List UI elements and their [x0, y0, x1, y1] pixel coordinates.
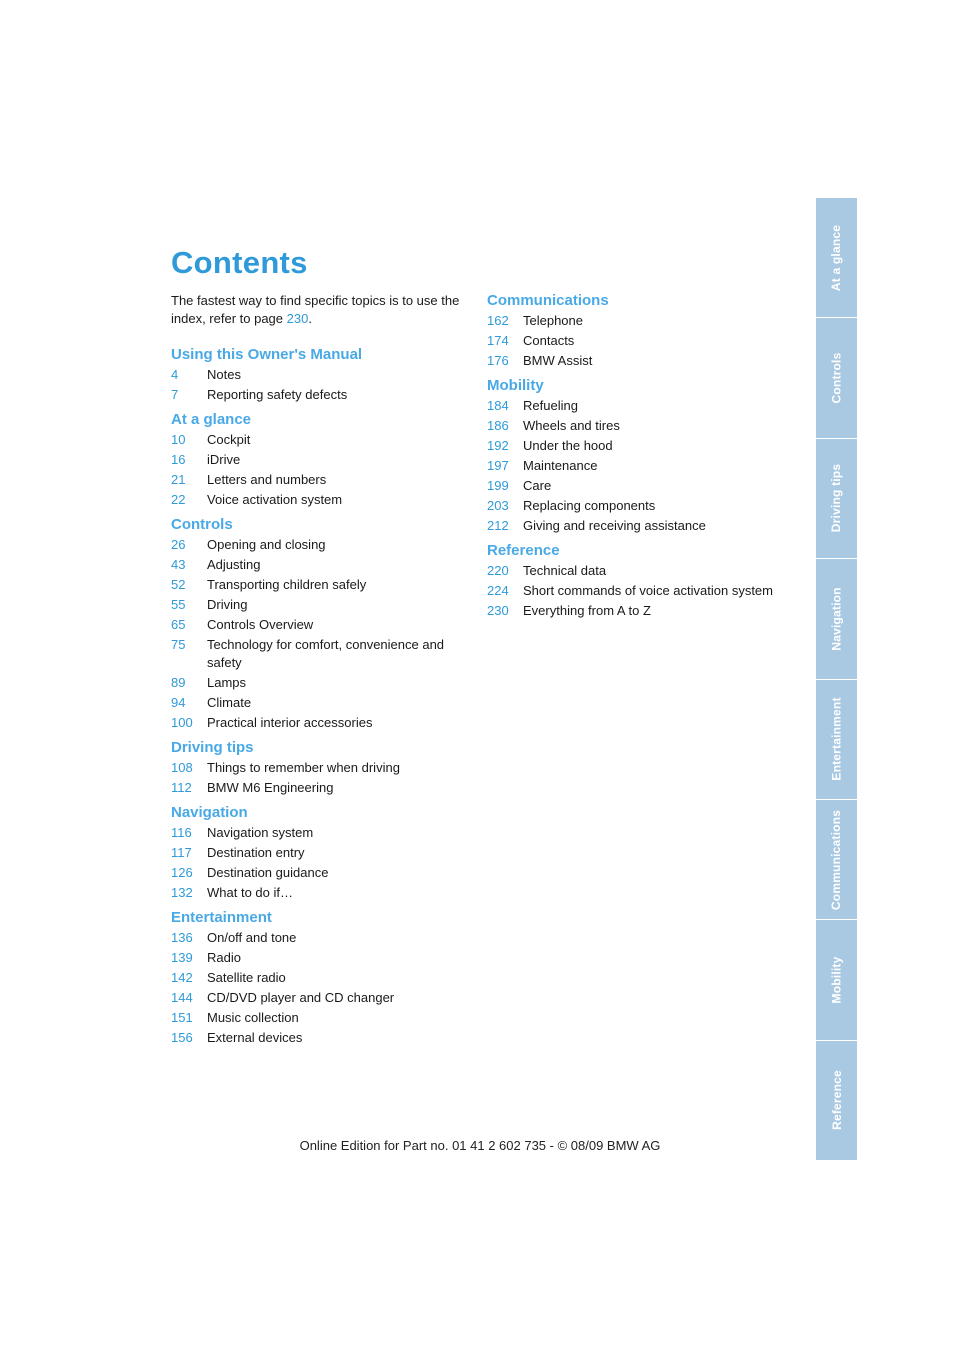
toc-entry[interactable]	[487, 562, 787, 580]
toc-page-number[interactable]: 132	[171, 885, 193, 900]
intro-text: The fastest way to find specific topics is to use the index, refer to page	[171, 293, 460, 326]
toc-entry[interactable]	[171, 636, 471, 672]
section-heading: Mobility	[487, 377, 544, 394]
toc-entry[interactable]	[171, 844, 471, 862]
toc-section-communications	[487, 292, 787, 370]
toc-page-number[interactable]: 230	[487, 603, 509, 618]
toc-page-number[interactable]: 4	[171, 367, 179, 382]
intro-page-link[interactable]: 230	[286, 311, 309, 326]
toc-page-number[interactable]: 65	[171, 617, 186, 632]
toc-entry-title: Giving and receiving assistance	[523, 518, 706, 533]
toc-page-number[interactable]: 75	[171, 637, 186, 652]
toc-page-number[interactable]: 26	[171, 537, 186, 552]
toc-entry[interactable]	[171, 674, 471, 692]
toc-entry-title: Destination guidance	[207, 865, 329, 880]
toc-entry[interactable]	[487, 497, 787, 515]
toc-entry-title: Technology for comfort, convenience and safety	[207, 637, 445, 670]
toc-entry[interactable]	[171, 779, 471, 797]
side-tab-label: Driving tips	[829, 464, 844, 533]
toc-page-number[interactable]: 174	[487, 333, 509, 348]
toc-page-number[interactable]: 108	[171, 760, 193, 775]
toc-entry[interactable]	[487, 457, 787, 475]
toc-page-number[interactable]: 192	[487, 438, 509, 453]
toc-entry-title: Practical interior accessories	[207, 715, 373, 730]
toc-entry[interactable]	[487, 397, 787, 415]
side-tab-label: Entertainment	[829, 697, 844, 781]
toc-entry[interactable]	[171, 491, 471, 509]
toc-section-reference	[487, 542, 787, 620]
toc-entry-title: Transporting children safely	[207, 577, 367, 592]
right-sections	[487, 292, 787, 620]
toc-entry-title: CD/DVD player and CD changer	[207, 990, 395, 1005]
toc-entry[interactable]	[171, 884, 471, 902]
toc-entry-title: Voice activation system	[207, 492, 343, 507]
toc-page-number[interactable]: 89	[171, 675, 186, 690]
side-tab-label: Communications	[829, 809, 844, 910]
toc-right-column	[487, 292, 787, 627]
toc-entry-title: Satellite radio	[207, 970, 286, 985]
side-tab-mobility[interactable]	[816, 920, 857, 1040]
toc-page-number[interactable]: 117	[171, 845, 192, 860]
toc-entry-title: Under the hood	[523, 438, 613, 453]
toc-entry-title: On/off and tone	[207, 930, 297, 945]
toc-section-at-a-glance	[171, 411, 471, 509]
toc-entry[interactable]	[171, 694, 471, 712]
side-tab-at-a-glance[interactable]	[816, 198, 857, 318]
toc-entry[interactable]	[487, 517, 787, 535]
toc-page-number[interactable]: 186	[487, 418, 509, 433]
toc-entry-title: Replacing components	[523, 498, 656, 513]
toc-section-entertainment	[171, 909, 471, 1047]
page-title: Contents	[171, 244, 308, 280]
toc-left-column	[171, 292, 471, 1054]
toc-entry-title: Driving	[207, 597, 248, 612]
section-heading: Communications	[487, 292, 609, 309]
toc-entry-title: Climate	[207, 695, 252, 710]
toc-entry[interactable]	[171, 556, 471, 574]
toc-entry-title: iDrive	[207, 452, 241, 467]
toc-page-number[interactable]: 162	[487, 313, 509, 328]
section-heading: At a glance	[171, 411, 252, 428]
toc-page-number[interactable]: 156	[171, 1030, 193, 1045]
toc-entry-title: Reporting safety defects	[207, 387, 348, 402]
section-heading: Using this Owner's Manual	[171, 346, 363, 363]
toc-entry-title: BMW Assist	[523, 353, 593, 368]
side-tab-label: Navigation	[829, 587, 844, 651]
section-heading: Navigation	[171, 804, 248, 821]
toc-page-number[interactable]: 94	[171, 695, 186, 710]
toc-entry[interactable]	[171, 864, 471, 882]
toc-entry[interactable]	[171, 969, 471, 987]
left-sections	[171, 346, 471, 1047]
footer: Online Edition for Part no. 01 41 2 602 735 - © 08/09 BMW AG	[299, 1138, 661, 1153]
toc-entry[interactable]	[487, 582, 787, 600]
toc-entry[interactable]	[171, 616, 471, 634]
section-tabs	[816, 198, 857, 1160]
toc-entry[interactable]	[171, 929, 471, 947]
toc-section-driving-tips	[171, 739, 471, 797]
toc-page-number[interactable]: 7	[171, 387, 179, 402]
toc-page-number[interactable]: 184	[487, 398, 509, 413]
toc-section-mobility	[487, 377, 787, 535]
toc-section-controls	[171, 516, 471, 732]
toc-entry[interactable]	[487, 312, 787, 330]
toc-entry[interactable]	[487, 477, 787, 495]
toc-page-number[interactable]: 43	[171, 557, 186, 572]
toc-entry-title: Wheels and tires	[523, 418, 620, 433]
toc-entry-title: Music collection	[207, 1010, 299, 1025]
toc-page-number[interactable]: 126	[171, 865, 193, 880]
toc-entry[interactable]	[171, 536, 471, 554]
toc-page-number[interactable]: 100	[171, 715, 193, 730]
toc-page-number[interactable]: 10	[171, 432, 186, 447]
toc-entry[interactable]	[171, 451, 471, 469]
toc-entry-title: Lamps	[207, 675, 247, 690]
toc-entry-title: Everything from A to Z	[523, 603, 651, 618]
toc-page-number[interactable]: 224	[487, 583, 509, 598]
toc-entry-title: Short commands of voice activation system	[523, 583, 773, 598]
toc-entry-title: Notes	[207, 367, 241, 382]
section-heading: Reference	[487, 542, 560, 559]
side-tab-driving-tips[interactable]	[816, 439, 857, 559]
toc-entry[interactable]	[171, 1029, 471, 1047]
toc-entry-title: External devices	[207, 1030, 303, 1045]
side-tab-communications[interactable]	[816, 800, 857, 920]
toc-page-number[interactable]: 52	[171, 577, 186, 592]
toc-entry-title: What to do if…	[207, 885, 293, 900]
toc-entry-title: Destination entry	[207, 845, 305, 860]
section-heading: Driving tips	[171, 739, 254, 756]
section-heading: Entertainment	[171, 909, 272, 926]
toc-entry[interactable]	[487, 417, 787, 435]
toc-entry[interactable]	[171, 714, 471, 732]
toc-entry[interactable]	[171, 759, 471, 777]
side-tab-navigation[interactable]	[816, 559, 857, 679]
toc-page-number[interactable]: 116	[171, 825, 192, 840]
side-tab-controls[interactable]	[816, 318, 857, 438]
toc-entry-title: Telephone	[523, 313, 583, 328]
toc-entry-title: Controls Overview	[207, 617, 314, 632]
toc-entry[interactable]	[487, 437, 787, 455]
side-tab-entertainment[interactable]	[816, 680, 857, 800]
toc-entry[interactable]	[171, 576, 471, 594]
toc-entry-title: Radio	[207, 950, 241, 965]
toc-entry[interactable]	[171, 431, 471, 449]
toc-page-number[interactable]: 139	[171, 950, 193, 965]
toc-entry[interactable]	[487, 352, 787, 370]
toc-entry[interactable]	[487, 332, 787, 350]
toc-entry-title: Refueling	[523, 398, 578, 413]
intro-paragraph	[171, 292, 471, 328]
section-heading: Controls	[171, 516, 233, 533]
toc-page-number[interactable]: 176	[487, 353, 509, 368]
toc-page-number[interactable]: 203	[487, 498, 509, 513]
side-tab-label: Reference	[829, 1070, 844, 1131]
toc-entry[interactable]	[171, 949, 471, 967]
toc-page-number[interactable]: 212	[487, 518, 509, 533]
toc-page-number[interactable]: 197	[487, 458, 509, 473]
toc-page-number[interactable]: 144	[171, 990, 193, 1005]
toc-entry[interactable]	[171, 366, 471, 384]
toc-section-navigation	[171, 804, 471, 902]
toc-entry[interactable]	[171, 471, 471, 489]
toc-entry-title: Care	[523, 478, 552, 493]
toc-entry[interactable]	[171, 386, 471, 404]
toc-entry[interactable]	[171, 824, 471, 842]
toc-section-using-this-owner-s-manual	[171, 346, 471, 404]
toc-entry[interactable]	[171, 989, 471, 1007]
toc-page-number[interactable]: 16	[171, 452, 186, 467]
toc-entry[interactable]	[171, 596, 471, 614]
toc-entry-title: BMW M6 Engineering	[207, 780, 334, 795]
toc-entry-title: Maintenance	[523, 458, 598, 473]
toc-page-number[interactable]: 142	[171, 970, 193, 985]
toc-page-number[interactable]: 220	[487, 563, 509, 578]
toc-page-number[interactable]: 55	[171, 597, 186, 612]
toc-page-number[interactable]: 112	[171, 780, 192, 795]
toc-entry-title: Technical data	[523, 563, 607, 578]
toc-entry[interactable]	[171, 1009, 471, 1027]
toc-entry-title: Adjusting	[207, 557, 261, 572]
toc-page-number[interactable]: 199	[487, 478, 509, 493]
toc-page-number[interactable]: 21	[171, 472, 186, 487]
side-tab-label: Controls	[829, 352, 844, 404]
toc-entry-title: Navigation system	[207, 825, 314, 840]
side-tab-label: Mobility	[829, 956, 844, 1004]
intro-suffix: .	[308, 311, 312, 326]
toc-entry-title: Cockpit	[207, 432, 251, 447]
toc-entry[interactable]	[487, 602, 787, 620]
toc-page-number[interactable]: 151	[171, 1010, 193, 1025]
toc-page-number[interactable]: 136	[171, 930, 193, 945]
toc-entry-title: Letters and numbers	[207, 472, 327, 487]
toc-page-number[interactable]: 22	[171, 492, 186, 507]
toc-entry-title: Things to remember when driving	[207, 760, 400, 775]
side-tab-label: At a glance	[829, 224, 844, 291]
toc-entry-title: Opening and closing	[207, 537, 326, 552]
toc-entry-title: Contacts	[523, 333, 575, 348]
